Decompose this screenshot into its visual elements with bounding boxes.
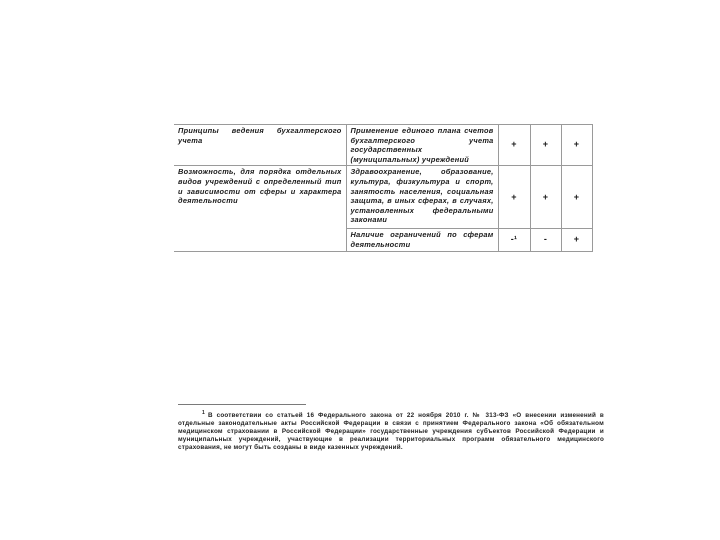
table-cell-mark: + (561, 229, 592, 251)
table-cell-mark: + (498, 166, 530, 229)
table-cell-criterion: Принципы ведения бухгалтерского учета (174, 125, 346, 166)
table-cell-mark: -¹ (498, 229, 530, 251)
footnote-divider (178, 404, 306, 405)
table-cell-mark: + (530, 125, 561, 166)
table-cell-description: Здравоохранение, образование, культура, физкультура и спорт, занятость населения, социальная защита, в иных сферах, в случаях, установленных федеральными законами (346, 166, 498, 229)
table-cell-mark: + (530, 166, 561, 229)
table-cell-mark: + (561, 166, 592, 229)
table-cell-criterion: Возможность, для порядка отдельных видов учреждений с определенный тип и зависимости от сферы и характера деятельности (174, 166, 346, 251)
table-cell-mark: + (498, 125, 530, 166)
footnote-text: В соответствии со статьей 16 Федерального закона от 22 ноября 2010 г. № 313-ФЗ «О внесении изменений в отдельные законодательные акты Российской Федерации в связи с принятием Федерального закона «Об обязательном медицинском страховании в Российской Федерации» государственные учреждения субъектов Российской Федерации и муниципальных учреждений, участвующие в реализации территориальных программ обязательного медицинского страхования, не могут быть созданы в виде казенных учреждений. (178, 412, 604, 452)
table-cell-mark: - (530, 229, 561, 251)
footnote-marker: 1 (202, 410, 205, 416)
comparison-table (174, 124, 593, 252)
table-row (174, 125, 592, 166)
table-cell-description: Наличие ограничений по сферам деятельности (346, 229, 498, 251)
table-row (174, 166, 592, 229)
table-cell-description: Применение единого плана счетов бухгалтерского учета государственных (муниципальных) учреждений (346, 125, 498, 166)
table-cell-mark: + (561, 125, 592, 166)
footnote (178, 409, 604, 453)
